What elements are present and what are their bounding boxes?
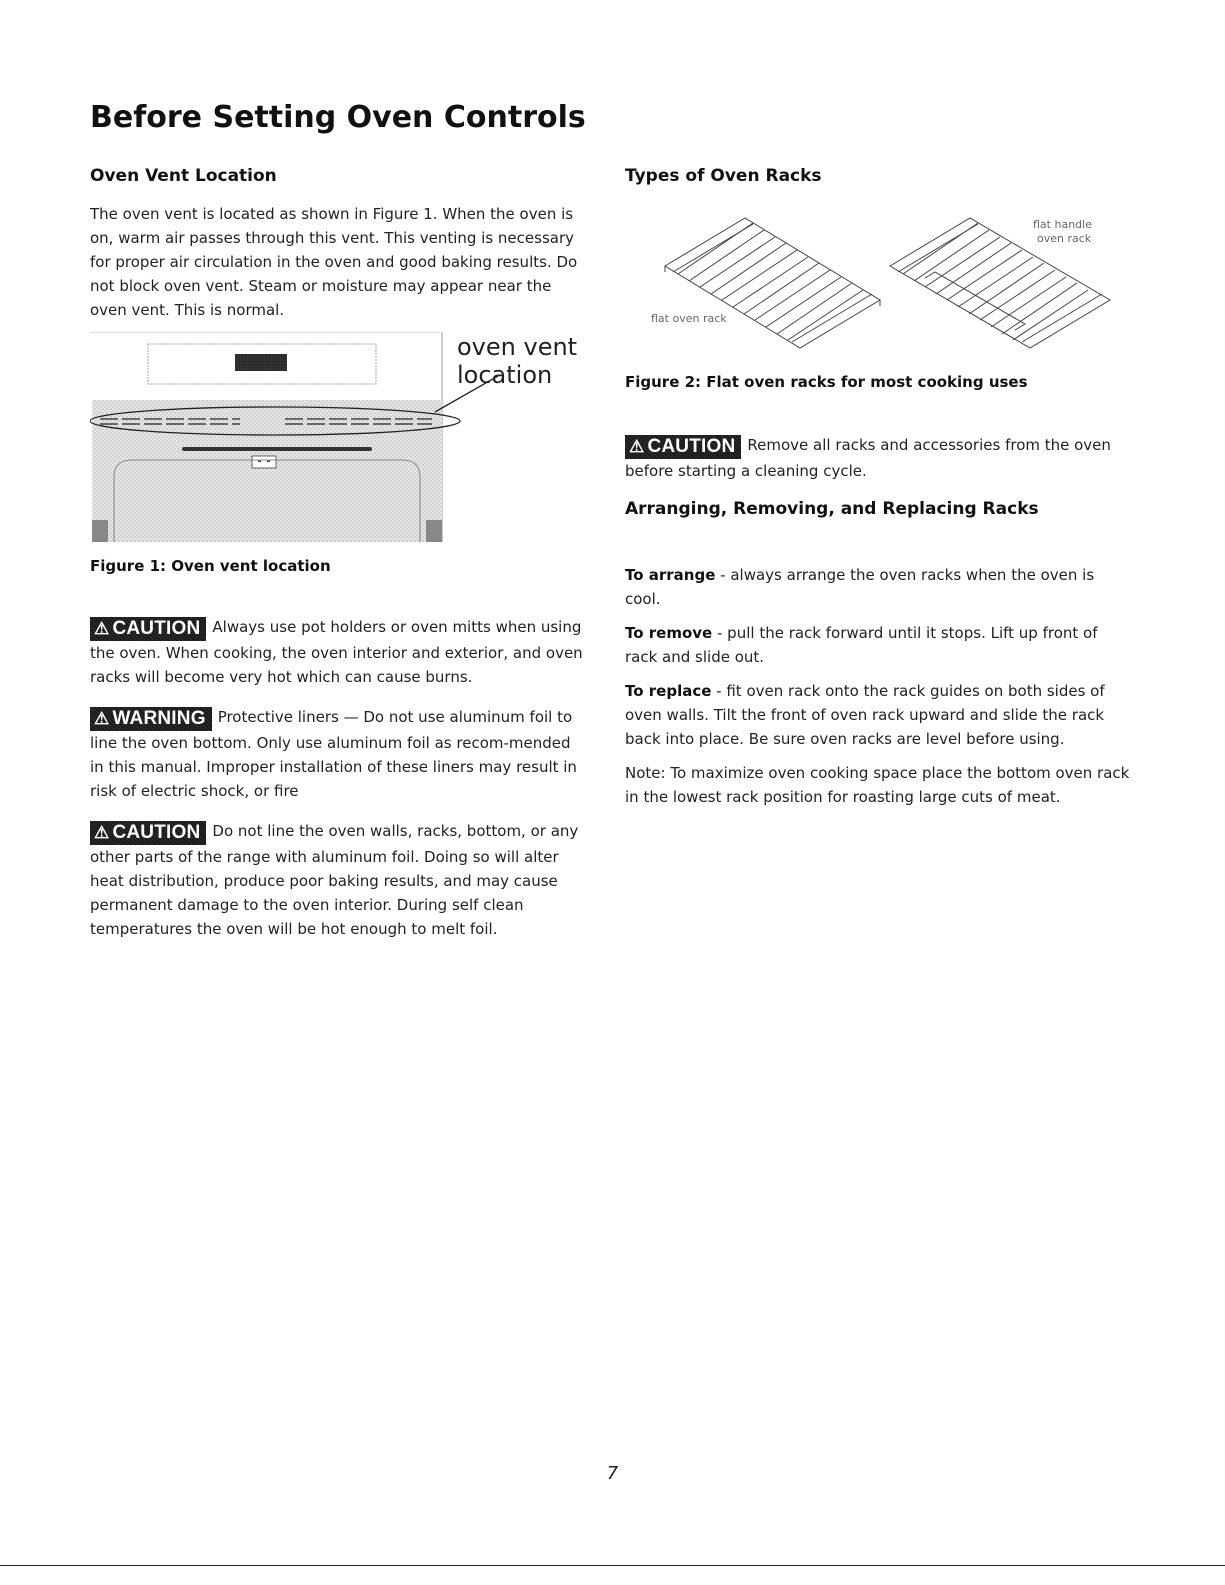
figure-1-label-line1: oven vent: [457, 333, 578, 361]
warning-badge: ⚠ WARNING: [90, 707, 212, 731]
flat-oven-rack-drawing: [665, 218, 880, 348]
to-arrange-text: - always arrange the oven racks when the oven is cool.: [625, 566, 1095, 608]
caution-3-block: [625, 433, 1130, 483]
to-replace-lead: To replace: [625, 682, 712, 700]
control-display-screen: [235, 354, 287, 371]
left-column: [90, 166, 588, 941]
oven-vent-heading: Oven Vent Location: [90, 166, 277, 186]
caution-2-badge: ⚠ CAUTION: [90, 821, 206, 845]
caution-2-block: [90, 819, 588, 941]
caution-2-text: Do not line the oven walls, racks, bottom, or any other parts of the range with aluminum foil. Doing so will alter heat distribution, produce poor baking results, and may cause permanent damage to the oven interior. During self clean temperatures the oven will be hot enough to melt foil.: [90, 822, 579, 938]
flat-oven-rack-label: flat oven rack: [651, 312, 727, 325]
caution-3-text: Remove all racks and accessories from the oven before starting a cleaning cycle.: [625, 436, 1111, 480]
note-paragraph: Note: To maximize oven cooking space place the bottom oven rack in the lowest rack position for roasting large cuts of meat.: [625, 764, 1130, 806]
right-column: [625, 166, 1130, 809]
to-remove-lead: To remove: [625, 624, 713, 642]
figure-1-oven-vent-illustration: [90, 332, 588, 542]
rack-handle: [925, 272, 1025, 330]
to-replace-paragraph: [625, 679, 1130, 751]
oven-vent-paragraph: The oven vent is located as shown in Figure 1. When the oven is on, warm air passes through this vent. This venting is necessary for proper air circulation in the oven and good baking results. Do not block oven vent. Steam or moisture may appear near the oven vent. This is normal.: [90, 205, 578, 319]
to-arrange-paragraph: [625, 563, 1130, 611]
to-replace-text: - fit oven rack onto the rack guides on both sides of oven walls. Tilt the front of oven rack upward and slide the rack back into place. Be sure oven racks are level before using.: [625, 682, 1105, 748]
bottom-rule: [0, 1565, 1225, 1566]
caution-3-badge: ⚠ CAUTION: [625, 435, 741, 459]
caution-1-text: Always use pot holders or oven mitts when using the oven. When cooking, the oven interior and exterior, and oven racks will become very hot which can cause burns.: [90, 618, 583, 686]
arranging-racks-heading: Arranging, Removing, and Replacing Racks: [625, 499, 1039, 519]
figure-2-caption: Figure 2: Flat oven racks for most cooking uses: [625, 373, 1028, 391]
oven-racks-heading: Types of Oven Racks: [625, 166, 822, 186]
warning-triangle-icon: ⚠: [94, 709, 110, 728]
figure-1-caption: Figure 1: Oven vent location: [90, 557, 331, 575]
to-remove-paragraph: [625, 621, 1130, 669]
warning-triangle-icon: ⚠: [94, 619, 110, 638]
warning-block: [90, 705, 588, 803]
flat-handle-rack-label-line2: oven rack: [1037, 232, 1092, 245]
warning-triangle-icon: ⚠: [629, 437, 645, 456]
oven-door-handle: [182, 447, 372, 451]
to-remove-text: - pull the rack forward until it stops. Lift up front of rack and slide out.: [625, 624, 1098, 666]
figure-1-label-line2: location: [457, 361, 553, 389]
caution-1-block: [90, 615, 588, 689]
to-arrange-lead: To arrange: [625, 566, 716, 584]
warning-text: Protective liners — Do not use aluminum foil to line the oven bottom. Only use aluminum foil as recom-mended in this manual. Improper installation of these liners may result in risk of electric shock, or fire: [90, 708, 577, 800]
page-title: Before Setting Oven Controls: [90, 100, 586, 135]
caution-1-badge: ⚠ CAUTION: [90, 617, 206, 641]
flat-handle-rack-label-line1: flat handle: [1033, 218, 1092, 231]
figure-2-oven-racks-illustration: [625, 198, 1130, 353]
page-number: 7: [606, 1463, 619, 1484]
warning-triangle-icon: ⚠: [94, 823, 110, 842]
